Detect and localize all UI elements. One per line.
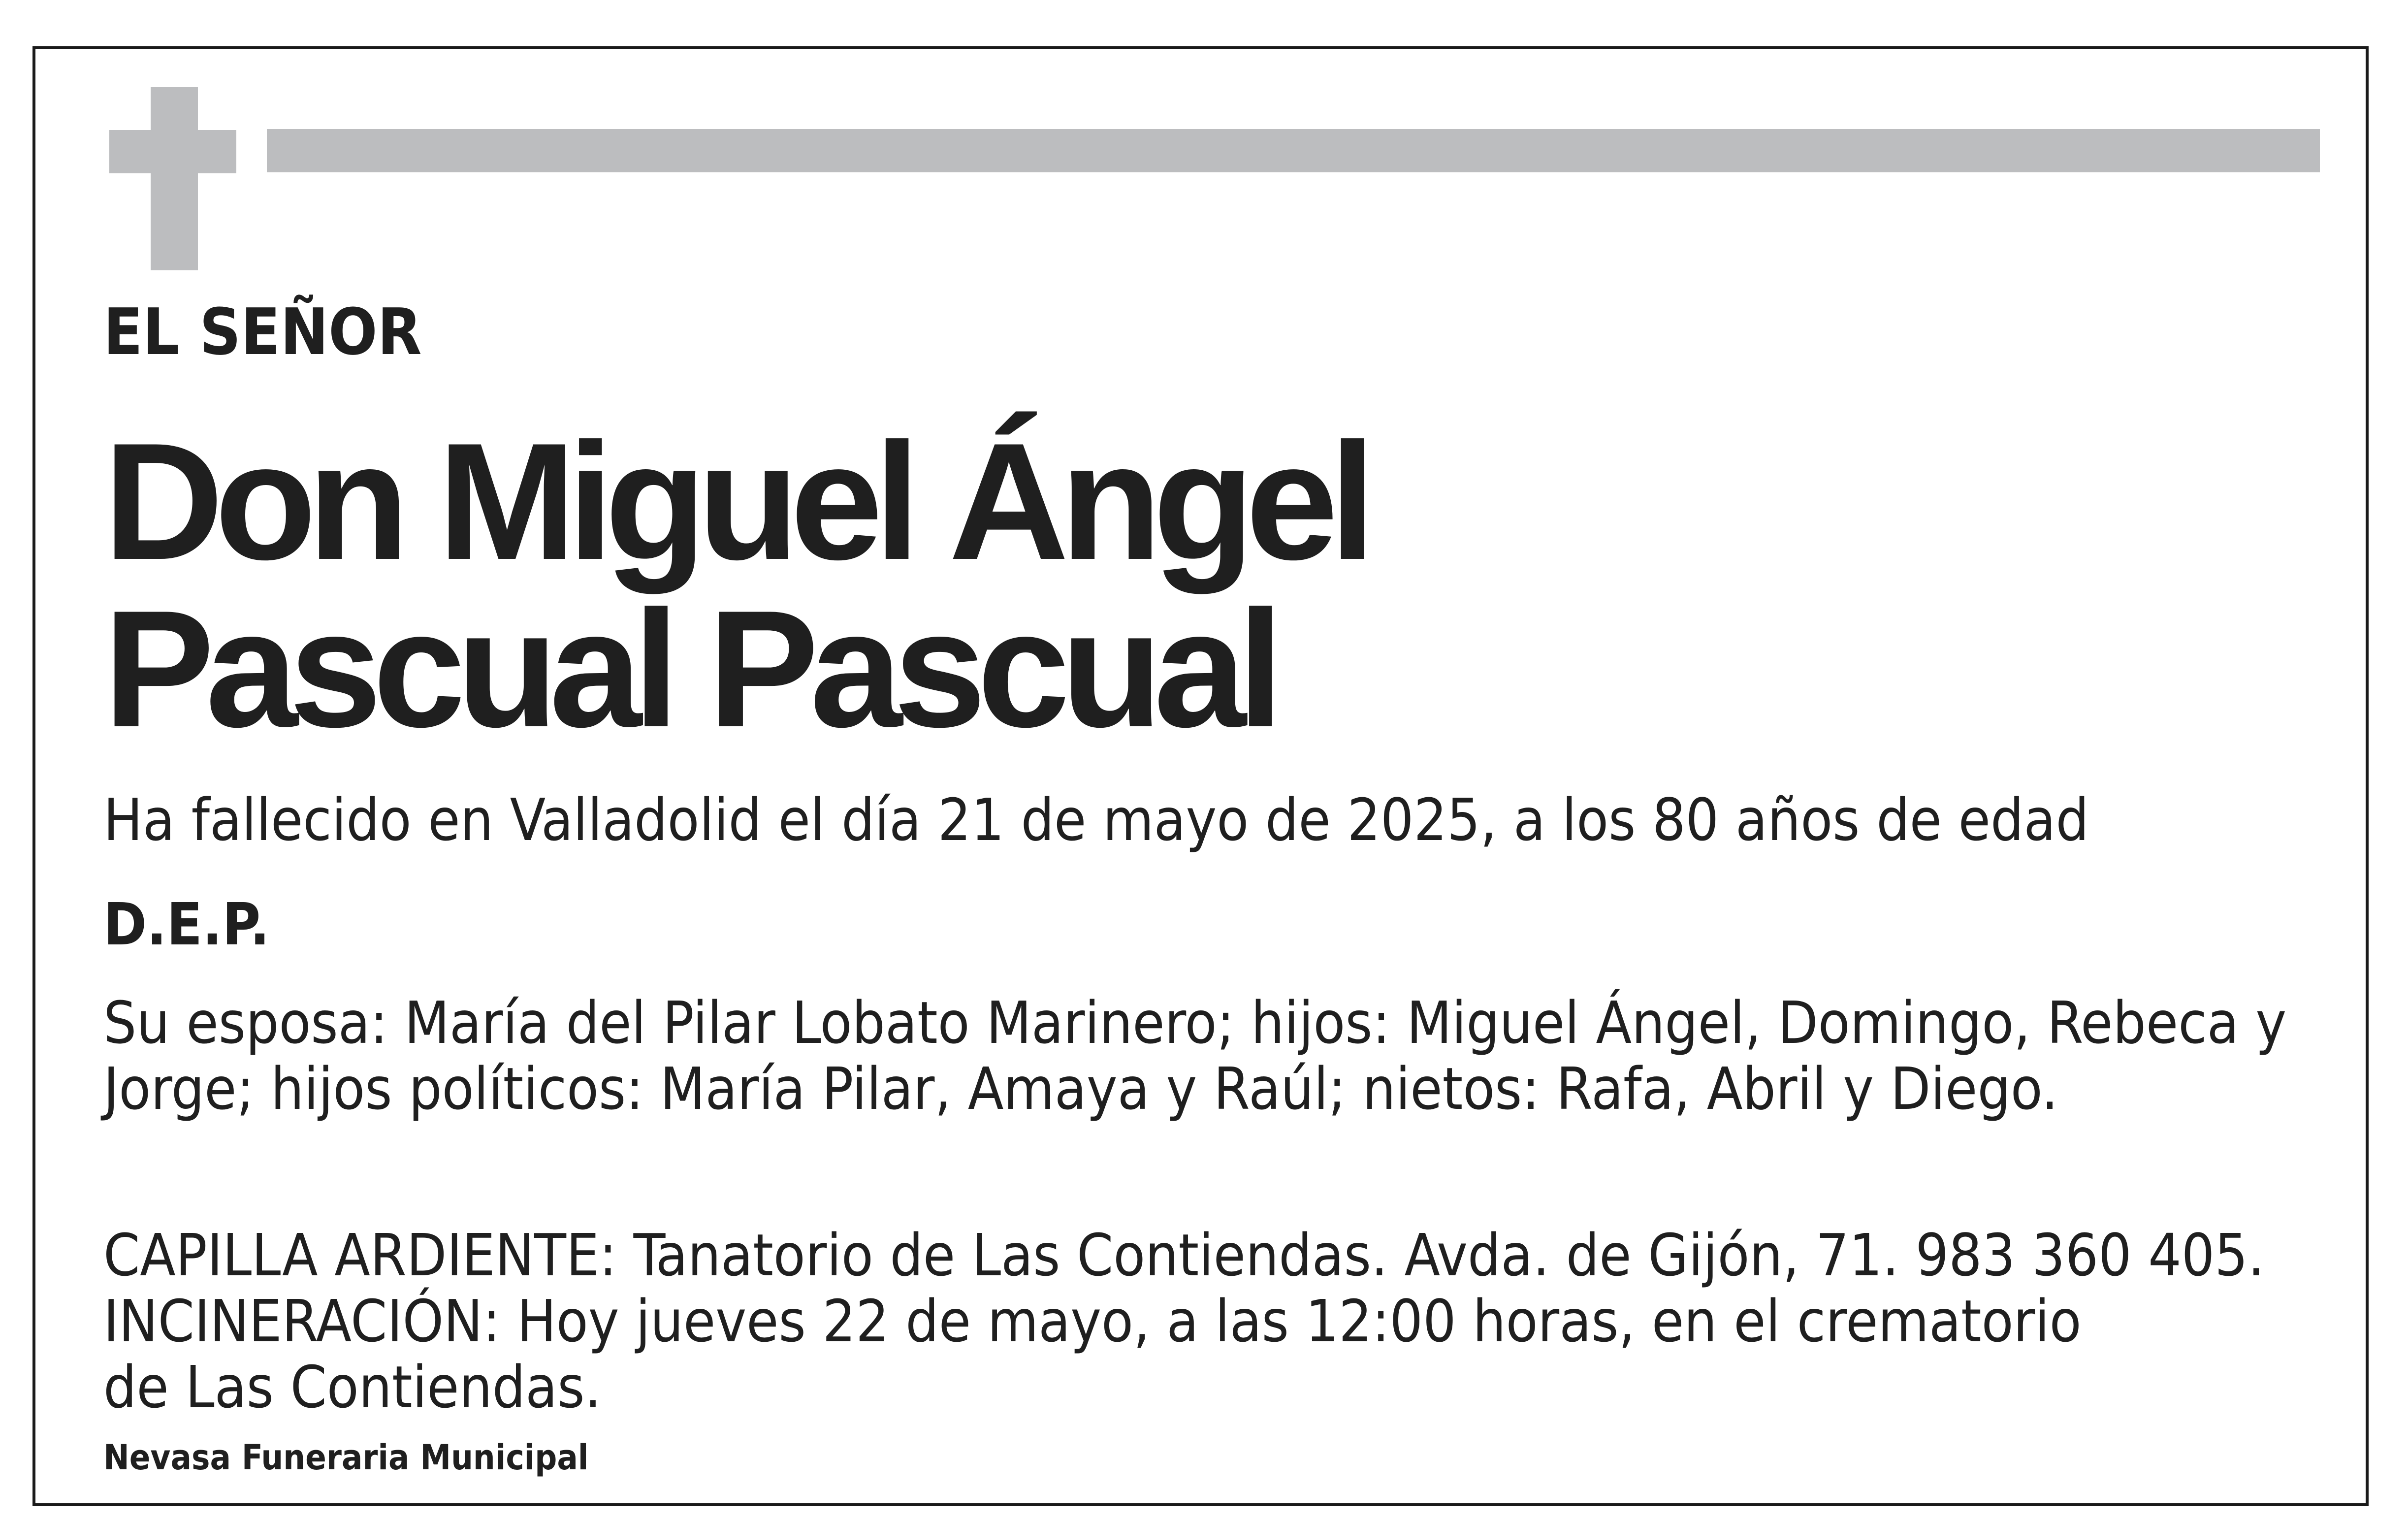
cremation-info-line-2: de Las Contiendas. xyxy=(103,1353,602,1421)
deceased-name-line-1: Don Miguel Ángel xyxy=(103,408,1367,594)
cross-icon-vertical-bar xyxy=(151,87,198,270)
death-statement: Ha fallecido en Valladolid el día 21 de mayo de 2025, a los 80 años de edad xyxy=(103,786,2089,854)
service-details xyxy=(103,1222,2265,1420)
family-list xyxy=(103,990,2286,1122)
family-list-line-2: Jorge; hijos políticos: María Pilar, Amaya y Raúl; nietos: Rafa, Abril y Diego. xyxy=(103,1055,2058,1123)
deceased-name-line-2: Pascual Pascual xyxy=(103,576,1275,762)
deceased-name xyxy=(103,408,1367,762)
dep-label: D.E.P. xyxy=(103,890,270,958)
intro-title: EL SEÑOR xyxy=(103,294,422,369)
cremation-info-line-1: INCINERACIÓN: Hoy jueves 22 de mayo, a las 12:00 horas, en el crematorio xyxy=(103,1287,2082,1355)
header-rule xyxy=(267,129,2320,172)
cross-icon-horizontal-bar xyxy=(109,130,236,173)
family-list-line-1: Su esposa: María del Pilar Lobato Marinero; hijos: Miguel Ángel, Domingo, Rebeca y xyxy=(103,989,2287,1057)
funeral-home-name: Nevasa Funeraria Municipal xyxy=(103,1437,589,1478)
chapel-info: CAPILLA ARDIENTE: Tanatorio de Las Contiendas. Avda. de Gijón, 71. 983 360 405. xyxy=(103,1221,2265,1289)
